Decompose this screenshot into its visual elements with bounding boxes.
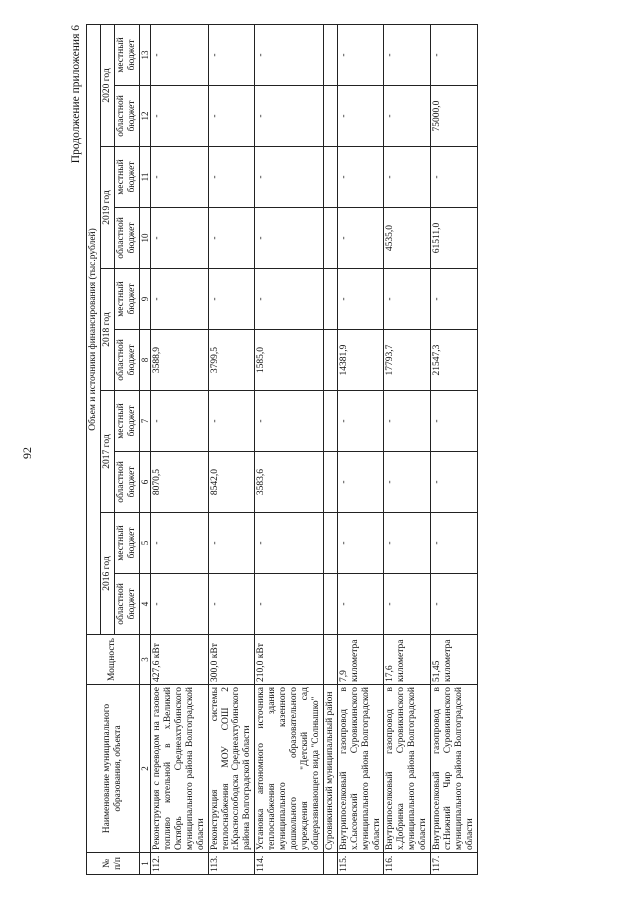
- column-index: 1: [139, 853, 150, 875]
- funding-value: [323, 330, 337, 391]
- financing-table: [86, 24, 478, 875]
- table-row: [323, 24, 337, 874]
- header-local: местный бюджет: [114, 24, 139, 85]
- funding-value: -: [151, 86, 209, 147]
- table-row: [208, 24, 255, 874]
- column-index: 8: [139, 330, 150, 391]
- funding-value: -: [337, 452, 384, 513]
- row-number: 116.: [384, 853, 431, 875]
- header-local: местный бюджет: [114, 269, 139, 330]
- funding-value: -: [384, 391, 431, 452]
- funding-value: -: [431, 513, 478, 574]
- header-local: местный бюджет: [114, 147, 139, 208]
- funding-value: -: [151, 391, 209, 452]
- column-index: 12: [139, 86, 150, 147]
- funding-value: -: [151, 208, 209, 269]
- column-index: 5: [139, 513, 150, 574]
- funding-value: -: [255, 24, 324, 85]
- row-number: 112.: [151, 853, 209, 875]
- header-name: Наименование муниципального образования, объекта: [87, 685, 140, 853]
- capacity-value: 300,0 кВт: [208, 635, 255, 685]
- funding-value: -: [151, 269, 209, 330]
- column-index: 9: [139, 269, 150, 330]
- funding-value: -: [255, 208, 324, 269]
- funding-value: -: [208, 147, 255, 208]
- funding-value: 3799,5: [208, 330, 255, 391]
- funding-value: 8070,5: [151, 452, 209, 513]
- header-year: 2017 год: [100, 391, 114, 513]
- funding-value: -: [208, 24, 255, 85]
- column-index: 13: [139, 24, 150, 85]
- funding-value: -: [337, 86, 384, 147]
- header-year: 2020 год: [100, 24, 114, 146]
- funding-value: -: [431, 269, 478, 330]
- funding-value: 75000,0: [431, 86, 478, 147]
- funding-value: 61511,0: [431, 208, 478, 269]
- funding-value: -: [384, 513, 431, 574]
- funding-value: -: [255, 147, 324, 208]
- header-regional: областной бюджет: [114, 330, 139, 391]
- rotated-page: [20, 25, 620, 875]
- capacity-value: 51,45 километра: [431, 635, 478, 685]
- funding-value: [323, 147, 337, 208]
- funding-value: -: [337, 391, 384, 452]
- funding-value: -: [337, 513, 384, 574]
- column-index: 3: [139, 635, 150, 685]
- column-index: 4: [139, 574, 150, 635]
- object-name: Реконструкция системы теплоснабжения МОУ СОШ 2 г.Краснослободска Среднеахтубинского района Волгоградской области: [208, 685, 255, 853]
- funding-value: -: [337, 269, 384, 330]
- funding-value: -: [384, 574, 431, 635]
- object-name: Внутрипоселковый газопровод в ст.Нижний Чир Суровикинского муниципального района Волгоградской области: [431, 685, 478, 853]
- table-row: [337, 24, 384, 874]
- header-capacity: Мощность: [87, 635, 140, 685]
- row-number: 115.: [337, 853, 384, 875]
- funding-value: 4535,0: [384, 208, 431, 269]
- capacity-value: 7,9 километра: [337, 635, 384, 685]
- object-name: Установка автономного источника теплоснабжения здания муниципального казенного дошкольного образовательного учреждения "Детский сад общеразвивающего вида "Солнышко": [255, 685, 324, 853]
- header-regional: областной бюджет: [114, 452, 139, 513]
- header-year: 2016 год: [100, 513, 114, 635]
- header-regional: областной бюджет: [114, 574, 139, 635]
- capacity-value: [323, 635, 337, 685]
- funding-value: 14381,9: [337, 330, 384, 391]
- funding-value: [323, 574, 337, 635]
- header-funding: Объем и источники финансирования (тыс.рублей): [87, 24, 101, 634]
- funding-value: -: [337, 208, 384, 269]
- funding-value: [323, 208, 337, 269]
- funding-value: -: [337, 574, 384, 635]
- column-index: 11: [139, 147, 150, 208]
- row-number: [323, 853, 337, 875]
- funding-value: -: [208, 208, 255, 269]
- funding-value: -: [255, 574, 324, 635]
- funding-value: [323, 391, 337, 452]
- capacity-value: 17,6 километра: [384, 635, 431, 685]
- object-name: Суровикинский муниципальный район: [323, 685, 337, 853]
- header-local: местный бюджет: [114, 391, 139, 452]
- funding-value: -: [255, 513, 324, 574]
- table-row: [151, 24, 209, 874]
- funding-value: -: [337, 147, 384, 208]
- funding-value: -: [384, 269, 431, 330]
- header-year: 2018 год: [100, 269, 114, 391]
- funding-value: [323, 513, 337, 574]
- funding-value: -: [255, 86, 324, 147]
- funding-value: -: [151, 513, 209, 574]
- funding-value: -: [384, 86, 431, 147]
- funding-value: -: [384, 147, 431, 208]
- table-row: [431, 24, 478, 874]
- funding-value: -: [151, 574, 209, 635]
- funding-value: 8542,0: [208, 452, 255, 513]
- funding-value: [323, 269, 337, 330]
- column-index: 7: [139, 391, 150, 452]
- column-index: 2: [139, 685, 150, 853]
- funding-value: -: [208, 86, 255, 147]
- funding-value: -: [431, 452, 478, 513]
- funding-value: -: [431, 147, 478, 208]
- table-row: [255, 24, 324, 874]
- column-index-row: [139, 24, 150, 874]
- object-name: Реконструкция с переводом на газовое топливо котельной в х.Великий Октябрь Среднеахтубинского муниципального района Волгоградской области: [151, 685, 209, 853]
- funding-value: -: [208, 391, 255, 452]
- funding-value: 21547,3: [431, 330, 478, 391]
- header-num: № п/п: [87, 853, 140, 875]
- funding-value: 17793,7: [384, 330, 431, 391]
- capacity-value: 427,6 кВт: [151, 635, 209, 685]
- object-name: Внутрипоселковый газопровод в х.Добринка Суровикинского муниципального района Волгоградской области: [384, 685, 431, 853]
- row-number: 114.: [255, 853, 324, 875]
- funding-value: 3588,9: [151, 330, 209, 391]
- continuation-caption: Продолжение приложения 6: [70, 25, 82, 164]
- row-number: 113.: [208, 853, 255, 875]
- funding-value: [323, 452, 337, 513]
- funding-value: 1585,0: [255, 330, 324, 391]
- header-regional: областной бюджет: [114, 208, 139, 269]
- page-number: 92: [20, 447, 34, 459]
- funding-value: -: [337, 24, 384, 85]
- column-index: 10: [139, 208, 150, 269]
- funding-value: 3583,6: [255, 452, 324, 513]
- funding-value: -: [431, 391, 478, 452]
- header-year: 2019 год: [100, 147, 114, 269]
- funding-value: -: [384, 24, 431, 85]
- funding-value: -: [255, 269, 324, 330]
- funding-value: -: [208, 513, 255, 574]
- funding-value: -: [431, 574, 478, 635]
- funding-value: -: [151, 147, 209, 208]
- table-row: [384, 24, 431, 874]
- row-number: 117.: [431, 853, 478, 875]
- funding-value: [323, 24, 337, 85]
- funding-value: -: [208, 574, 255, 635]
- funding-value: -: [431, 24, 478, 85]
- funding-value: -: [151, 24, 209, 85]
- header-regional: областной бюджет: [114, 86, 139, 147]
- funding-value: -: [255, 391, 324, 452]
- capacity-value: 210,0 кВт: [255, 635, 324, 685]
- object-name: Внутрипоселковый газопровод в х.Сысоевский Суровикинского муниципального района Волгоградской области: [337, 685, 384, 853]
- table-body: [151, 24, 478, 874]
- funding-value: -: [384, 452, 431, 513]
- header-local: местный бюджет: [114, 513, 139, 574]
- funding-value: -: [208, 269, 255, 330]
- funding-value: [323, 86, 337, 147]
- column-index: 6: [139, 452, 150, 513]
